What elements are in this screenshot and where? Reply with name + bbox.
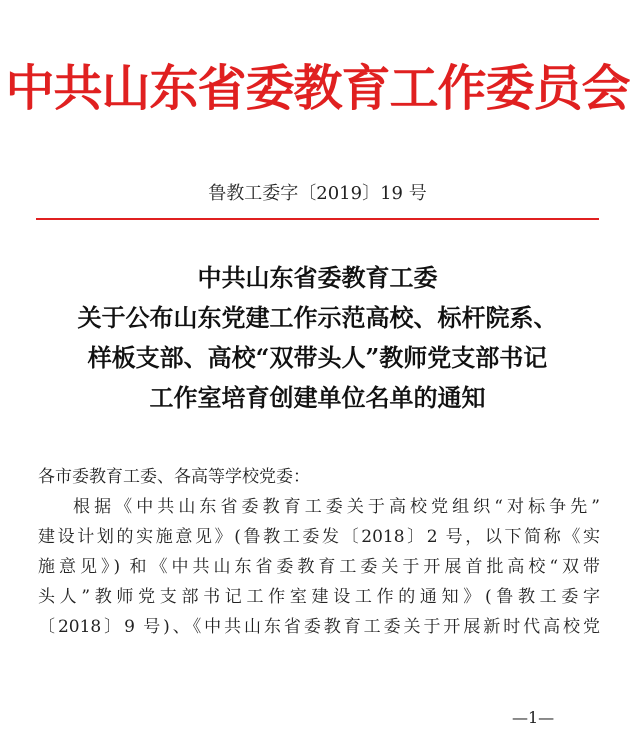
paragraph-line: 〔2018〕9 号)、《中共山东省委教育工委关于开展新时代高校党 (38, 617, 600, 637)
red-divider-line (36, 218, 599, 220)
issuing-organization-header: 中共山东省委教育工作委员会 (5, 59, 630, 117)
document-number: 鲁教工委字〔2019〕19 号 (208, 183, 427, 204)
paragraph-line: 根据《中共山东省委教育工委关于高校党组织“对标争先” (73, 497, 600, 517)
salutation: 各市委教育工委、各高等学校党委： (38, 467, 310, 487)
title-line: 关于公布山东党建工作示范高校、标杆院系、 (77, 303, 558, 332)
title-line: 中共山东省委教育工委 (197, 263, 438, 292)
document-body (38, 462, 600, 642)
paragraph-line: 施意见》) 和《中共山东省委教育工委关于开展首批高校“双带 (38, 557, 600, 577)
page-number: —1— (512, 708, 555, 727)
document-title (0, 258, 635, 418)
title-line: 样板支部、高校“双带头人”教师党支部书记 (87, 343, 548, 372)
paragraph-line: 建设计划的实施意见》(鲁教工委发〔2018〕2 号，以下简称《实 (38, 527, 600, 547)
title-line: 工作室培育创建单位名单的通知 (149, 383, 486, 412)
paragraph-line: 头人”教师党支部书记工作室建设工作的通知》(鲁教工委字 (38, 587, 600, 607)
